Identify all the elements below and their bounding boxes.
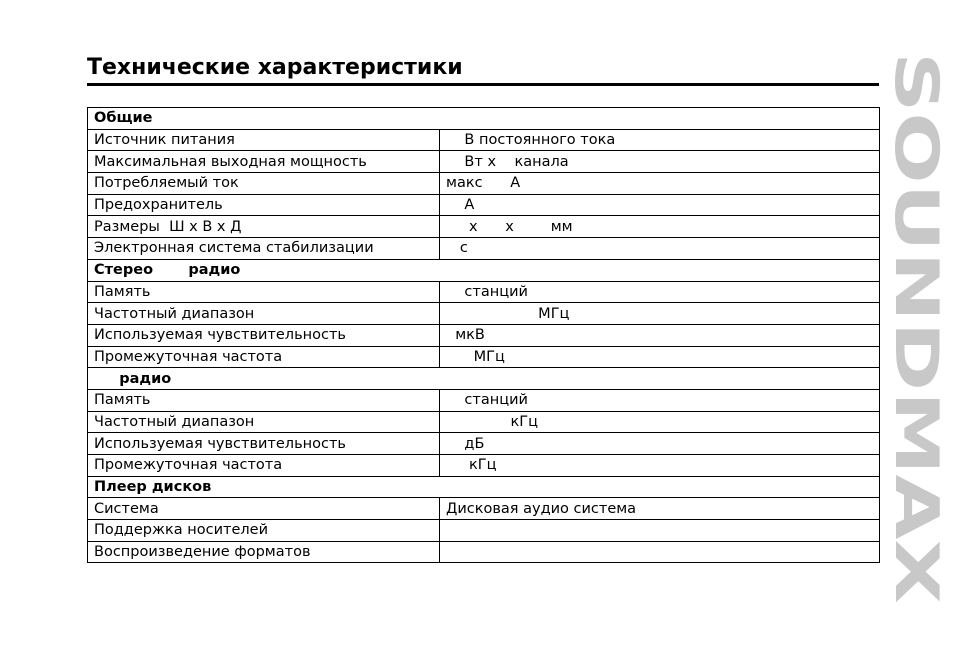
section-header-general — [88, 108, 880, 130]
brand-logo — [881, 52, 951, 604]
table-row — [88, 433, 880, 455]
table-row — [88, 520, 880, 542]
spec-value: МГц — [440, 303, 880, 325]
table-row — [88, 324, 880, 346]
section-title: радио — [88, 368, 880, 390]
table-row — [88, 303, 880, 325]
spec-value: х х мм — [440, 216, 880, 238]
spec-label: Воспроизведение форматов — [88, 541, 440, 563]
table-row — [88, 498, 880, 520]
table-row — [88, 173, 880, 195]
table-row — [88, 194, 880, 216]
section-header-am — [88, 368, 880, 390]
page-title: Технические характеристики — [87, 55, 463, 80]
spec-label: Используемая чувствительность — [88, 324, 440, 346]
spec-label: Используемая чувствительность — [88, 433, 440, 455]
spec-value — [440, 541, 880, 563]
table-row — [88, 238, 880, 260]
brand-watermark — [881, 52, 951, 604]
spec-label: Размеры Ш х В х Д — [88, 216, 440, 238]
spec-label: Промежуточная частота — [88, 455, 440, 477]
specs-table — [87, 107, 880, 563]
spec-value: мкВ — [440, 324, 880, 346]
spec-value: с — [440, 238, 880, 260]
spec-label: Промежуточная частота — [88, 346, 440, 368]
brand-logo-text: SOUNDMAX — [881, 52, 951, 448]
table-row — [88, 151, 880, 173]
table-row — [88, 129, 880, 151]
spec-label: Предохранитель — [88, 194, 440, 216]
spec-label: Поддержка носителей — [88, 520, 440, 542]
table-row — [88, 281, 880, 303]
spec-label: Потребляемый ток — [88, 173, 440, 195]
spec-value — [440, 520, 880, 542]
spec-value: дБ — [440, 433, 880, 455]
spec-label: Память — [88, 389, 440, 411]
section-title: Общие — [88, 108, 880, 130]
table-row — [88, 411, 880, 433]
section-header-player — [88, 476, 880, 498]
spec-label: Частотный диапазон — [88, 303, 440, 325]
table-row — [88, 541, 880, 563]
table-row — [88, 216, 880, 238]
spec-value: кГц — [440, 455, 880, 477]
section-title: Стерео радио — [88, 259, 880, 281]
spec-label: Частотный диапазон — [88, 411, 440, 433]
spec-value: В постоянного тока — [440, 129, 880, 151]
spec-value: макс А — [440, 173, 880, 195]
spec-value: МГц — [440, 346, 880, 368]
table-row — [88, 389, 880, 411]
table-row — [88, 455, 880, 477]
section-title: Плеер дисков — [88, 476, 880, 498]
spec-label: Максимальная выходная мощность — [88, 151, 440, 173]
spec-value: А — [440, 194, 880, 216]
spec-value: кГц — [440, 411, 880, 433]
title-underline — [87, 83, 879, 86]
spec-value: станций — [440, 281, 880, 303]
spec-value: Вт х канала — [440, 151, 880, 173]
spec-label: Система — [88, 498, 440, 520]
spec-value: станций — [440, 389, 880, 411]
section-header-fm — [88, 259, 880, 281]
table-row — [88, 346, 880, 368]
spec-label: Электронная система стабилизации — [88, 238, 440, 260]
spec-label: Память — [88, 281, 440, 303]
spec-label: Источник питания — [88, 129, 440, 151]
spec-value: Дисковая аудио система — [440, 498, 880, 520]
